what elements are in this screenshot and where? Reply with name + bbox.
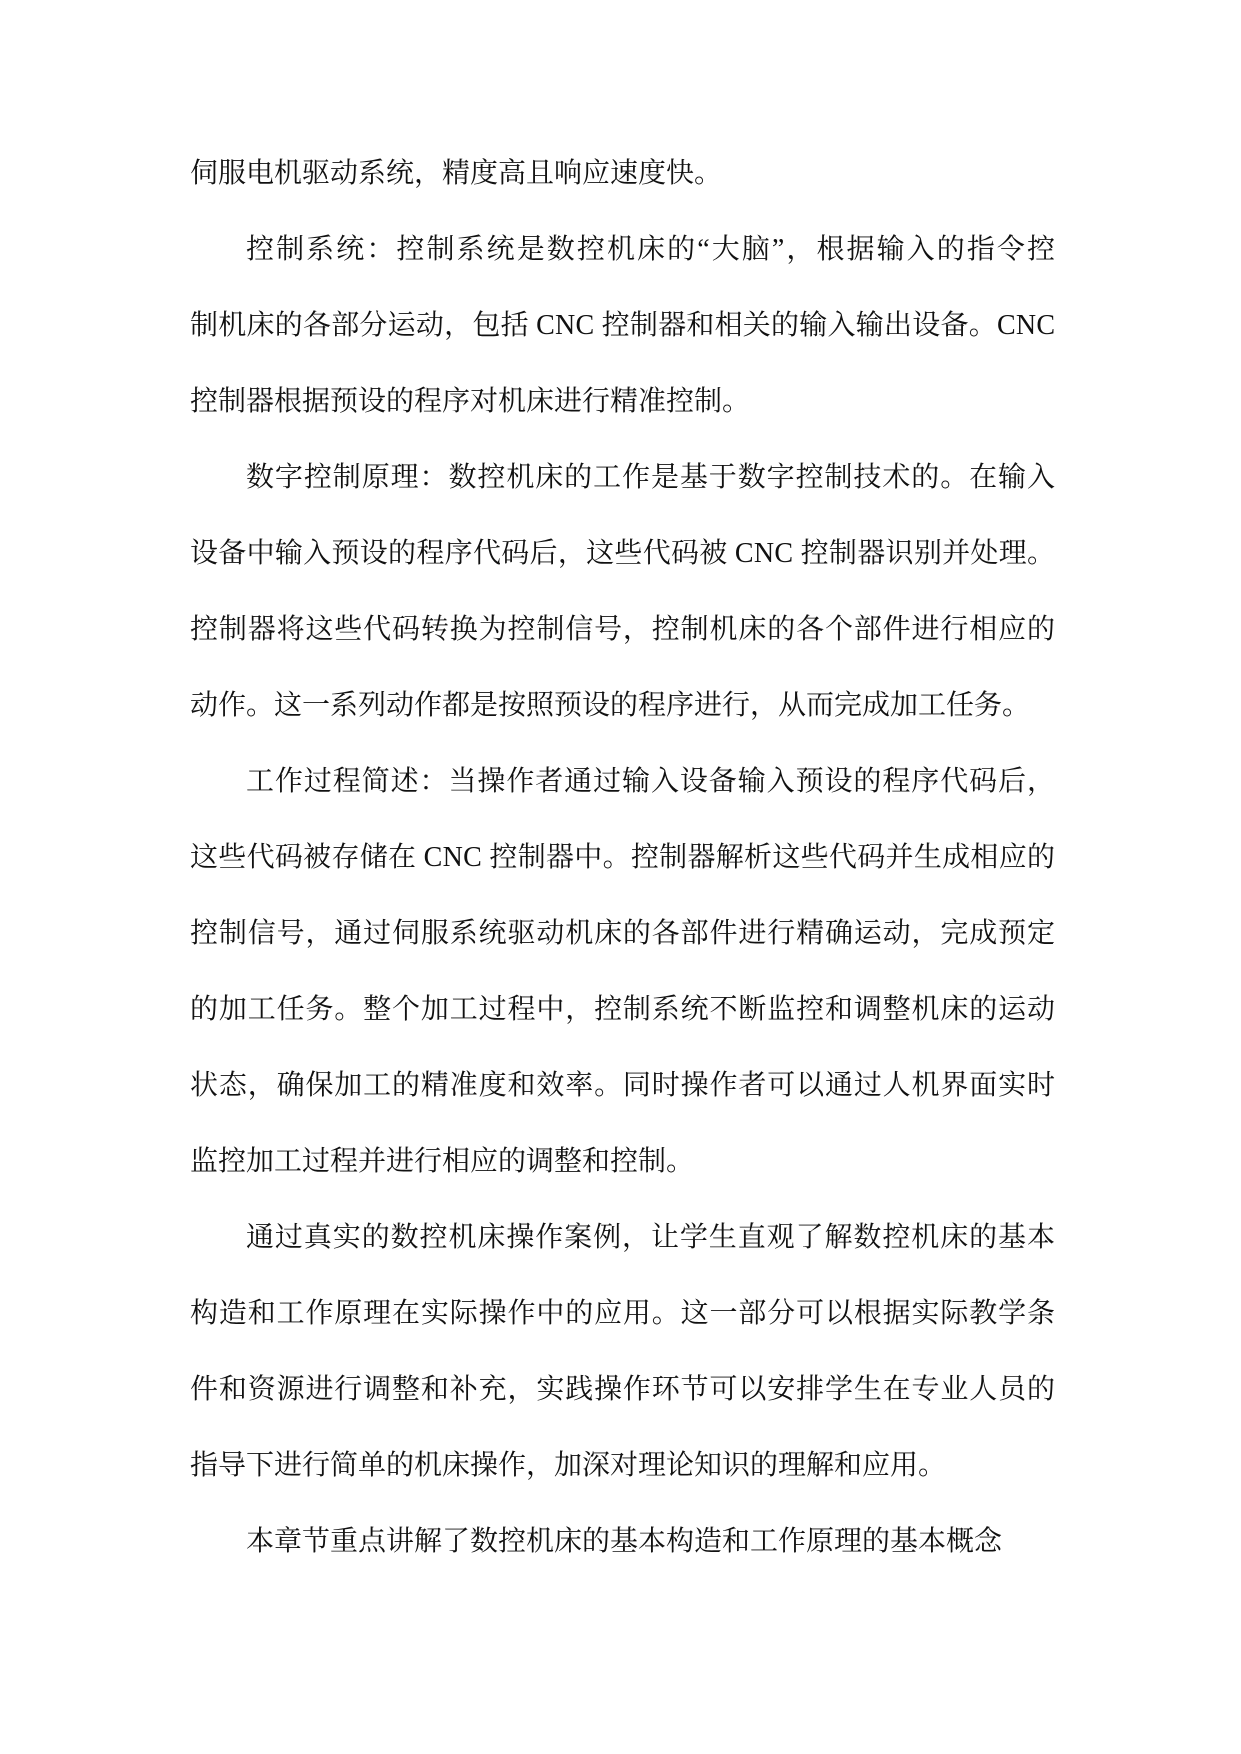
text-line <box>190 364 1055 440</box>
text-line <box>190 972 1055 1048</box>
document-page <box>190 136 1058 1580</box>
text-line-content: 通过真实的数控机床操作案例，让学生直观了解数控机床的基本 <box>246 1222 1056 1253</box>
text-line-content: 构造和工作原理在实际操作中的应用。这一部分可以根据实际教学条 <box>190 1298 1056 1329</box>
text-line <box>190 288 1055 364</box>
text-line-content: 指导下进行简单的机床操作，加深对理论知识的理解和应用。 <box>190 1450 947 1481</box>
paragraph-numerical-control-principle <box>190 440 1055 744</box>
text-line <box>190 820 1055 896</box>
text-line-content: 设备中输入预设的程序代码后，这些代码被 CNC 控制器识别并处理。 <box>190 538 1056 569</box>
paragraph-case-study <box>190 1200 1055 1504</box>
text-line-content: 数字控制原理：数控机床的工作是基于数字控制技术的。在输入 <box>246 462 1056 493</box>
text-line-content: 的加工任务。整个加工过程中，控制系统不断监控和调整机床的运动 <box>190 994 1056 1025</box>
text-line <box>190 1048 1055 1124</box>
text-line <box>190 136 1055 212</box>
text-line <box>190 212 1058 288</box>
text-line-content: 控制信号，通过伺服系统驱动机床的各部件进行精确运动，完成预定 <box>190 918 1056 949</box>
text-line <box>190 440 1055 516</box>
text-line <box>190 1124 1055 1200</box>
paragraph-servo-continuation <box>190 136 1055 212</box>
text-line <box>190 1352 1055 1428</box>
text-line <box>190 744 1055 820</box>
paragraph-chapter-summary <box>190 1504 1055 1580</box>
text-line-content: 这些代码被存储在 CNC 控制器中。控制器解析这些代码并生成相应的 <box>190 842 1056 873</box>
text-line-content: 件和资源进行调整和补充，实践操作环节可以安排学生在专业人员的 <box>190 1374 1056 1405</box>
text-line-content: 伺服电机驱动系统，精度高且响应速度快。 <box>190 158 723 189</box>
text-line-content: 控制系统：控制系统是数控机床的“大脑”，根据输入的指令控 <box>246 234 1058 265</box>
text-line <box>190 1200 1055 1276</box>
text-line <box>190 592 1055 668</box>
text-line <box>190 668 1055 744</box>
text-line-content: 监控加工过程并进行相应的调整和控制。 <box>190 1146 695 1177</box>
text-line-content: 动作。这一系列动作都是按照预设的程序进行，从而完成加工任务。 <box>190 690 1031 721</box>
text-line <box>190 1276 1055 1352</box>
paragraph-work-process <box>190 744 1055 1200</box>
text-line-content: 控制器根据预设的程序对机床进行精准控制。 <box>190 386 751 417</box>
text-line <box>190 516 1055 592</box>
text-line-content: 本章节重点讲解了数控机床的基本构造和工作原理的基本概念 <box>246 1526 1003 1557</box>
text-line-content: 制机床的各部分运动，包括 CNC 控制器和相关的输入输出设备。CNC <box>190 310 1056 341</box>
text-line <box>190 896 1055 972</box>
text-line-content: 工作过程简述：当操作者通过输入设备输入预设的程序代码后， <box>246 766 1056 797</box>
text-line <box>190 1504 1055 1580</box>
text-line-content: 状态，确保加工的精准度和效率。同时操作者可以通过人机界面实时 <box>190 1070 1056 1101</box>
paragraph-control-system <box>190 212 1058 440</box>
text-line-content: 控制器将这些代码转换为控制信号，控制机床的各个部件进行相应的 <box>190 614 1056 645</box>
text-line <box>190 1428 1055 1504</box>
